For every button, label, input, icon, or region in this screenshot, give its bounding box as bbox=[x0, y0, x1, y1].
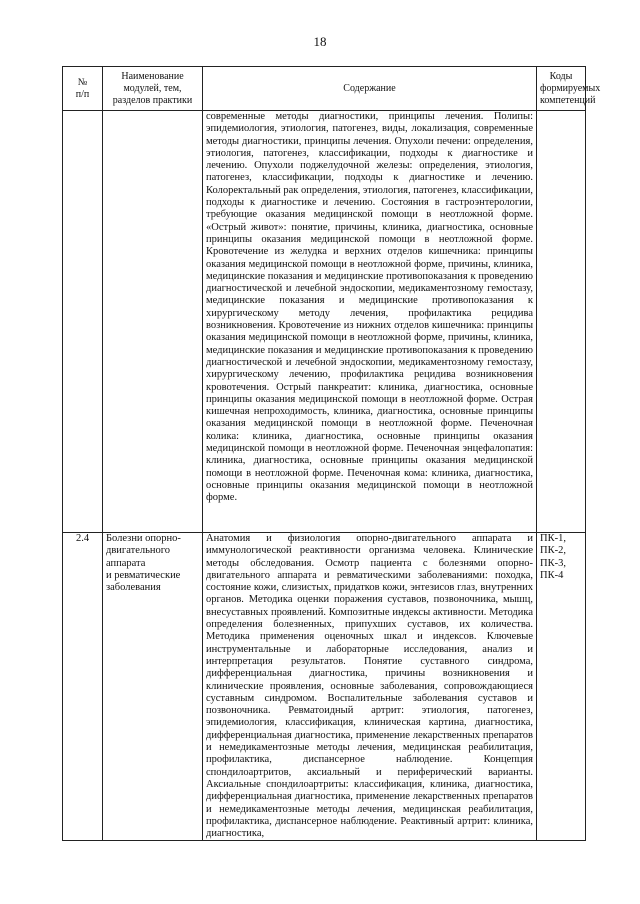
row-codes-line2: ПК-3, ПК-4 bbox=[540, 557, 566, 581]
header-content: Содержание bbox=[203, 67, 537, 111]
row-name-line2: двигательного bbox=[106, 545, 171, 557]
table-row bbox=[63, 111, 586, 533]
page-number: 18 bbox=[313, 34, 327, 49]
header-number-line1: № bbox=[77, 76, 88, 88]
table-header-row bbox=[63, 67, 586, 111]
row-number-cell: 2.4 bbox=[63, 533, 103, 841]
row-name-line3: аппарата bbox=[106, 557, 146, 569]
header-codes-line2: формируемых bbox=[540, 82, 601, 94]
header-codes-line1: Коды bbox=[549, 70, 573, 82]
row-content-text: современные методы диагностики, принципы лечения. Полипы: эпидемиология, этиология, патогенез, виды, локализация, современные методы диагностики, принципы лечения. Опухоли печени: определения, этиология, патогенез, классификации, подходы к диагностике и лечению. Опухоли поджелудочной железы: определения, этиология, патогенез, классификации, подходы к диагностике и лечению. Колоректальный рак определения, этиология, патогенез, классификации, подходы к диагностике и лечению. Состояния в гастроэнтерологии, требующие оказания медицинской помощи в неотложной форме. «Острый живот»: понятие, причины, клиника, диагностика, основные принципы оказания медицинской помощи в неотложной форме. Кровотечение из желудка и верхних отделов кишечника: принципы оказания медицинской помощи в неотложной форме, причины, клиника, медицинские показания и медицинские противопоказания к проведению диагностической и лечебной эндоскопии, медикаментозному гемостазу, медицинские показания и медицинские противопоказания к хирургическому методу лечения, профилактика рецидива возникновения. Кровотечение из нижних отделов кишечника: принципы оказания медицинской помощи в неотложной форме, причины, клиника, медицинские показания и медицинские противопоказания к проведению диагностической и лечебной эндоскопии, медикаментозному гемостазу, хирургическому лечению, профилактика рецидива возникновения кровотечения. Острый панкреатит: клиника, диагностика, основные принципы оказания медицинской помощи в неотложной форме. Острая кишечная непроходимость, клиника, диагностика, основные принципы оказания медицинской помощи в неотложной форме. Печеночная колика: клиника, диагностика, основные принципы оказания медицинской помощи в неотложной форме. Печеночная энцефалопатия: клиника, диагностика, основные принципы оказания медицинской помощи в неотложной форме. Печеночная кома: клиника, диагностика, основные принципы оказания медицинской помощи в неотложной форме. bbox=[206, 111, 533, 504]
row-content-cell bbox=[203, 111, 537, 533]
row-name-line1: Болезни опорно- bbox=[106, 533, 181, 544]
header-name bbox=[103, 67, 203, 111]
row-content-text: Анатомия и физиология опорно-двигательного аппарата и иммунологической реактивности организма человека. Клинические методы обследования. Осмотр пациента с болезнями опорно-двигательного аппарата и ревматическими заболеваниями: походка, состояние кожи, слизистых, придатков кожи, энтезисов глаз, внутренних органов. Методика оценки поражения суставов, позвоночника, мышц, внесуставных проявлений. Композитные индексы активности. Методика определения болезненных, припухших суставов, их количества. Методика применения оценочных шкал и индексов. Ключевые инструментальные и лабораторные исследования, анализ и интерпретация результатов. Понятие суставного синдрома, дифференциальная диагностика, причины возникновения и клинические проявления, основные заболевания, сопровождающиеся суставным синдромом. Воспалительные заболевания суставов и позвоночника. Ревматоидный артрит: этиология, патогенез, эпидемиология, классификация, клиническая картина, диагностика, дифференциальная диагностика, применение лекарственных препаратов и немедикаментозные методы лечения, медицинская реабилитация, профилактика, диспансерное наблюдение. Концепция спондилоартритов, аксиальный и периферический варианты. Аксиальные спондилоартриты: классификация, клиника, диагностика, дифференциальная диагностика, применение лекарственных препаратов и немедикаментозные методы лечения, медицинская реабилитация, профилактика, диспансерное наблюдение. Реактивный артрит: клиника, диагностика, bbox=[206, 533, 533, 840]
row-name-cell bbox=[103, 111, 203, 533]
header-name-line3: разделов практики bbox=[112, 94, 193, 106]
header-codes-line3: компетенций bbox=[540, 94, 596, 106]
header-number-line2: п/п bbox=[75, 88, 90, 100]
header-number bbox=[63, 67, 103, 111]
header-codes bbox=[537, 67, 601, 111]
header-name-line2: модулей, тем, bbox=[123, 82, 182, 94]
row-name-cell bbox=[103, 533, 203, 841]
row-number-cell bbox=[63, 111, 103, 533]
row-name-line5: заболевания bbox=[106, 582, 161, 594]
row-codes-cell bbox=[537, 533, 586, 841]
curriculum-table bbox=[62, 66, 601, 841]
row-codes-cell bbox=[537, 111, 586, 533]
table-row bbox=[63, 533, 586, 841]
header-name-line1: Наименование bbox=[121, 70, 184, 82]
row-name-line4: и ревматические bbox=[106, 569, 181, 581]
row-content-cell bbox=[203, 533, 537, 841]
row-codes-line1: ПК-1, ПК-2, bbox=[540, 533, 566, 557]
